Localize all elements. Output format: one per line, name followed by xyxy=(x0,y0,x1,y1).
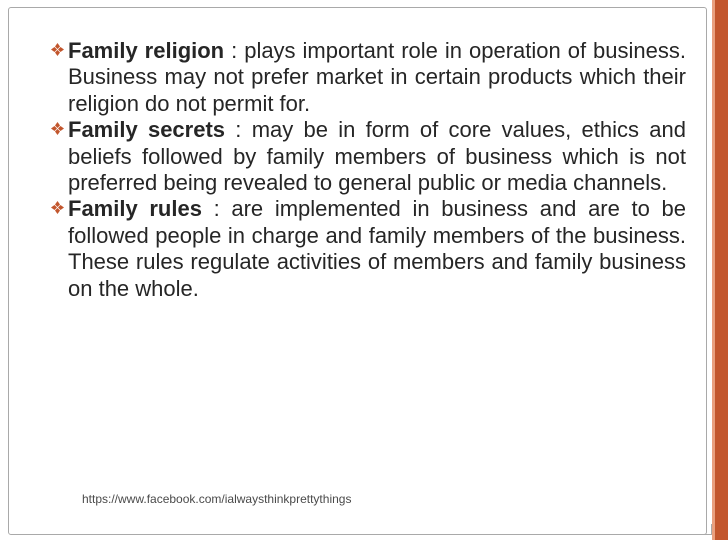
bullet-text: may be in form of core values, ethics and beliefs followed by family members of business which is not preferred being revealed to general public or media channels. xyxy=(68,117,686,196)
bullet-family-rules xyxy=(49,196,686,302)
bullet-term: Family rules xyxy=(68,196,202,222)
bullet-separator: : xyxy=(224,38,245,63)
page-corner xyxy=(701,524,712,535)
bullet-separator: : xyxy=(201,196,232,222)
footer-url[interactable]: https://www.facebook.com/ialwaysthinkprettythings xyxy=(82,492,352,506)
bullet-separator: : xyxy=(225,117,252,143)
diamond-bullet-icon xyxy=(50,121,65,136)
diamond-bullet-icon xyxy=(50,200,65,215)
diamond-bullet-icon xyxy=(50,42,65,57)
bullet-family-secrets xyxy=(49,117,686,196)
slide-content xyxy=(49,38,686,302)
bullet-term: Family religion xyxy=(68,38,225,63)
accent-sidebar xyxy=(712,0,728,540)
bullet-term: Family secrets xyxy=(68,117,226,143)
bullet-text: plays important role in operation of business. Business may not prefer market in certain products which their religion do not permit for. xyxy=(68,38,686,116)
bullet-family-religion xyxy=(49,38,686,117)
bullet-text: are implemented in business and are to be followed people in charge and family members of the business. These rules regulate activities of members and family business on the whole. xyxy=(68,196,687,301)
